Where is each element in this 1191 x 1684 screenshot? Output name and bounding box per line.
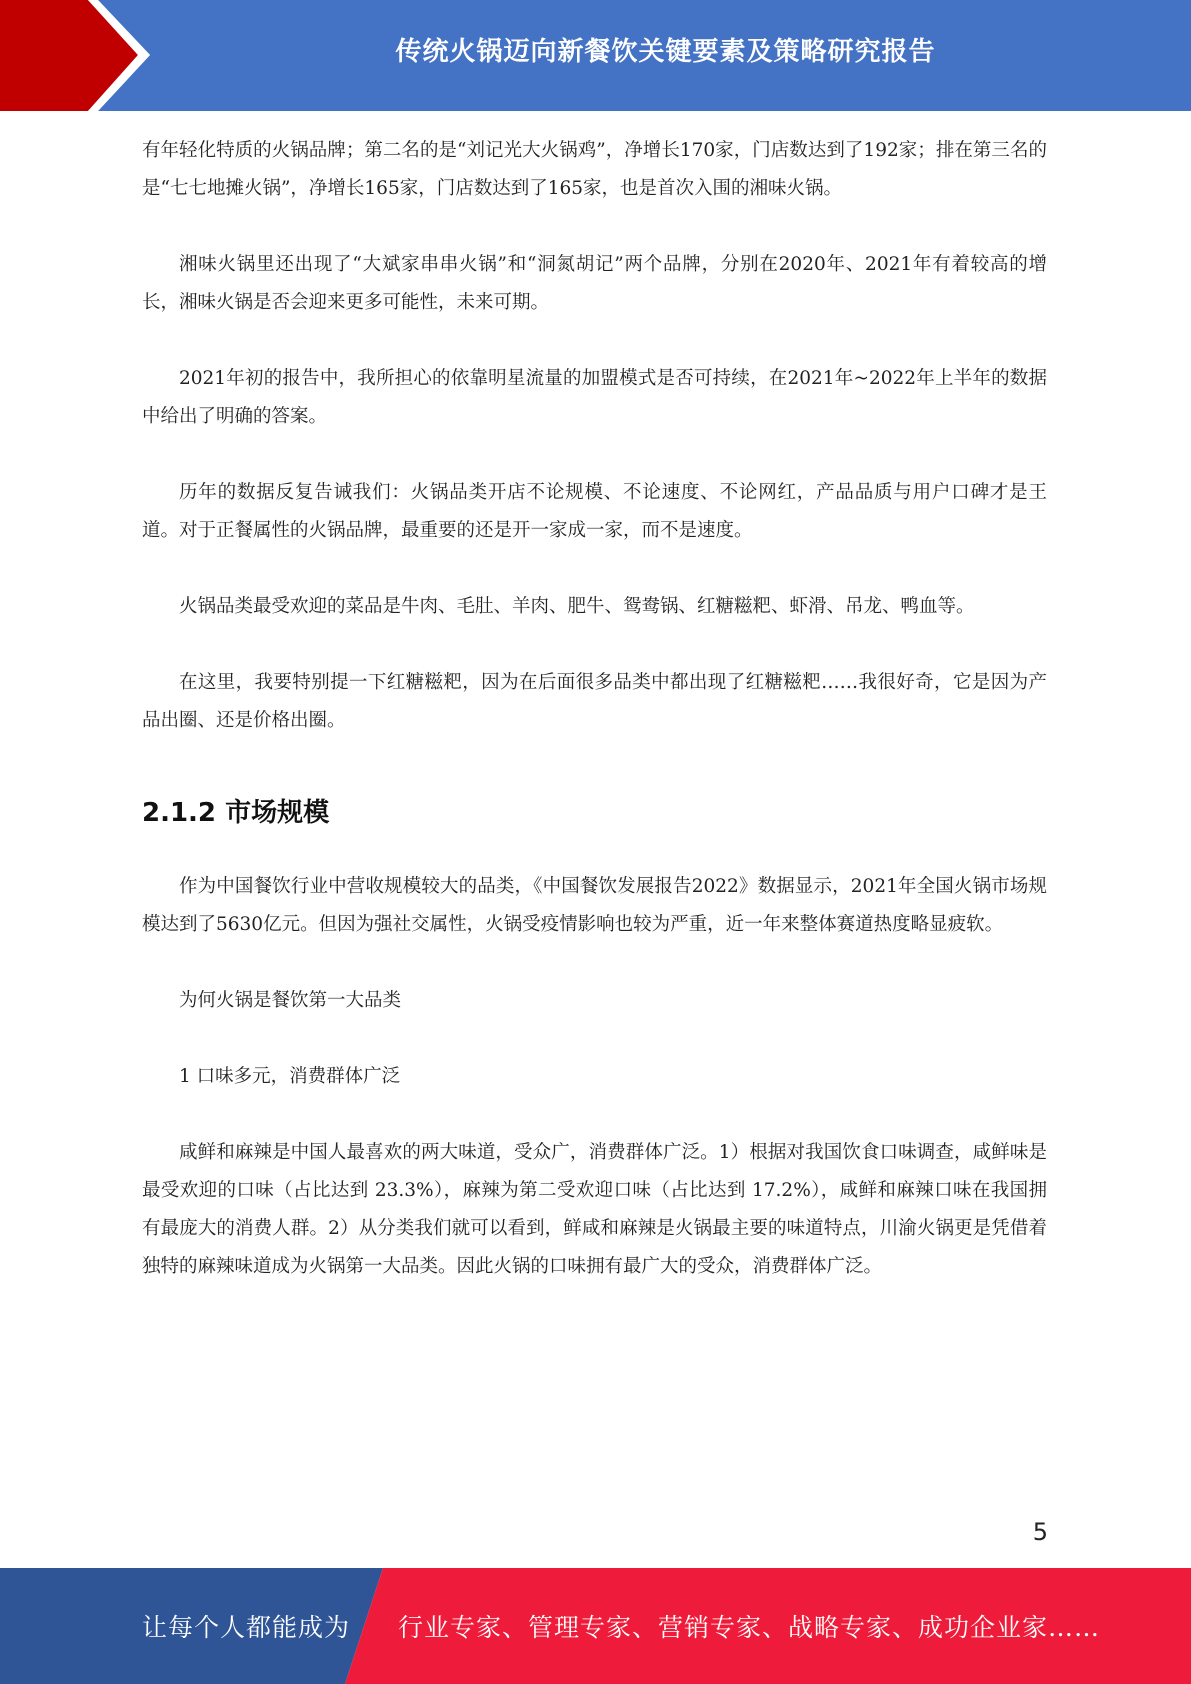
page-content	[142, 132, 1047, 1286]
paragraph-4: 历年的数据反复告诫我们：火锅品类开店不论规模、不论速度、不论网红，产品品质与用户口碑才是王道。对于正餐属性的火锅品牌，最重要的还是开一家成一家，而不是速度。	[142, 482, 1047, 541]
paragraph-10: 咸鲜和麻辣是中国人最喜欢的两大味道，受众广，消费群体广泛。1）根据对我国饮食口味调查，咸鲜味是最受欢迎的口味（占比达到 23.3%），麻辣为第二受欢迎口味（占比达到 17.2%），咸鲜和麻辣口味在我国拥有最庞大的消费人群。2）从分类我们就可以看到，鲜咸和麻辣是火锅最主要的味道特点，川渝火锅更是凭借着独特的麻辣味道成为火锅第一大品类。因此火锅的口味拥有最广大的受众，消费群体广泛。	[142, 1142, 1047, 1277]
footer-slogan-right: 行业专家、管理专家、营销专家、战略专家、成功企业家……	[398, 1613, 1101, 1642]
document-title: 传统火锅迈向新餐饮关键要素及策略研究报告	[395, 36, 936, 67]
paragraph-8: 为何火锅是餐饮第一大品类	[179, 990, 402, 1011]
page-header	[0, 0, 1191, 111]
paragraph-2: 湘味火锅里还出现了“大斌家串串火锅”和“洞氮胡记”两个品牌，分别在2020年、2021年有着较高的增长，湘味火锅是否会迎来更多可能性，未来可期。	[142, 254, 1047, 313]
paragraph-9: 1 口味多元，消费群体广泛	[179, 1066, 401, 1087]
paragraph-3: 2021年初的报告中，我所担心的依靠明星流量的加盟模式是否可持续，在2021年~2022年上半年的数据中给出了明确的答案。	[142, 368, 1047, 427]
paragraph-7: 作为中国餐饮行业中营收规模较大的品类，《中国餐饮发展报告2022》数据显示，2021年全国火锅市场规模达到了5630亿元。但因为强社交属性，火锅受疫情影响也较为严重，近一年来整体赛道热度略显疲软。	[142, 876, 1047, 935]
page-number: 5	[1032, 1518, 1048, 1546]
paragraph-5: 火锅品类最受欢迎的菜品是牛肉、毛肚、羊肉、肥牛、鸳鸯锅、红糖糍粑、虾滑、吊龙、鸭血等。	[179, 596, 975, 617]
footer-slogan-left: 让每个人都能成为	[142, 1613, 351, 1642]
paragraph-6: 在这里，我要特别提一下红糖糍粑，因为在后面很多品类中都出现了红糖糍粑……我很好奇，它是因为产品出圈、还是价格出圈。	[142, 672, 1047, 731]
page-footer	[0, 1568, 1191, 1684]
header-arrow-graphic	[0, 0, 160, 111]
paragraph-1: 有年轻化特质的火锅品牌；第二名的是“刘记光大火锅鸡”，净增长170家，门店数达到了192家；排在第三名的是“七七地摊火锅”，净增长165家，门店数达到了165家，也是首次入围的湘味火锅。	[142, 140, 1047, 199]
section-heading: 2.1.2 市场规模	[142, 798, 330, 828]
